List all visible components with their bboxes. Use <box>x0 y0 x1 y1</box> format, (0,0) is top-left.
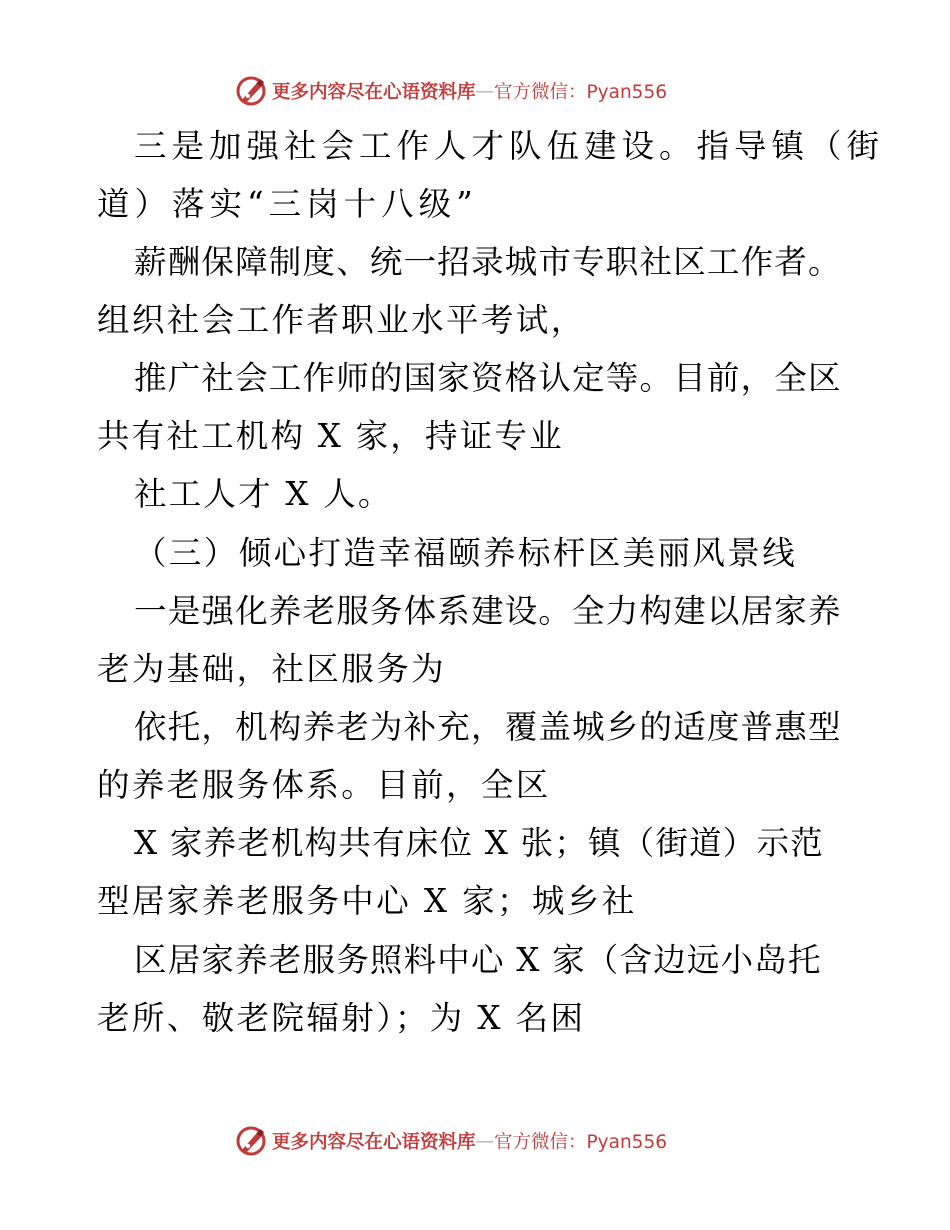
body-line: X 家养老机构共有床位 X 张；镇（街道）示范 <box>134 824 824 862</box>
body-line: 老为基础，社区服务为 <box>97 650 447 688</box>
header-banner <box>0 70 950 110</box>
body-line: 三是加强社会工作人才队伍建设。指导镇（街 <box>134 127 885 165</box>
pen-circle-logo-icon <box>234 74 268 108</box>
banner-wechat: 官方微信：Pyan556 <box>494 82 667 103</box>
body-line: 组织社会工作者职业水平考试， <box>97 301 586 339</box>
footer-banner <box>0 1120 950 1160</box>
body-line: 一是强化养老服务体系建设。全力构建以居家养 <box>134 592 842 630</box>
body-line: 区居家养老服务照料中心 X 家（含边远小岛托 <box>134 941 822 979</box>
banner-dash: — <box>475 1130 495 1152</box>
banner-wechat: 官方微信：Pyan556 <box>494 1132 667 1153</box>
body-line: 道）落实“三岗十八级” <box>97 185 478 223</box>
body-line: 型居家养老服务中心 X 家；城乡社 <box>97 882 637 920</box>
body-line: 共有社工机构 X 家，持证专业 <box>97 417 564 455</box>
body-line: 社工人才 X 人。 <box>134 475 393 513</box>
body-line: 老所、敬老院辐射）；为 X 名困 <box>97 999 586 1037</box>
body-line: 的养老服务体系。目前，全区 <box>97 766 551 804</box>
banner-site-name: 更多内容尽在心语资料库 <box>272 1132 476 1153</box>
banner-dash: — <box>475 80 495 102</box>
body-line: 推广社会工作师的国家资格认定等。目前，全区 <box>134 359 842 397</box>
body-line: 依托，机构养老为补充，覆盖城乡的适度普惠型 <box>134 708 842 746</box>
banner-site-name: 更多内容尽在心语资料库 <box>272 82 476 103</box>
pen-circle-logo-icon <box>234 1124 268 1158</box>
section-heading: （三）倾心打造幸福颐养标杆区美丽风景线 <box>134 534 798 572</box>
body-line: 薪酬保障制度、统一招录城市专职社区工作者。 <box>134 243 842 281</box>
